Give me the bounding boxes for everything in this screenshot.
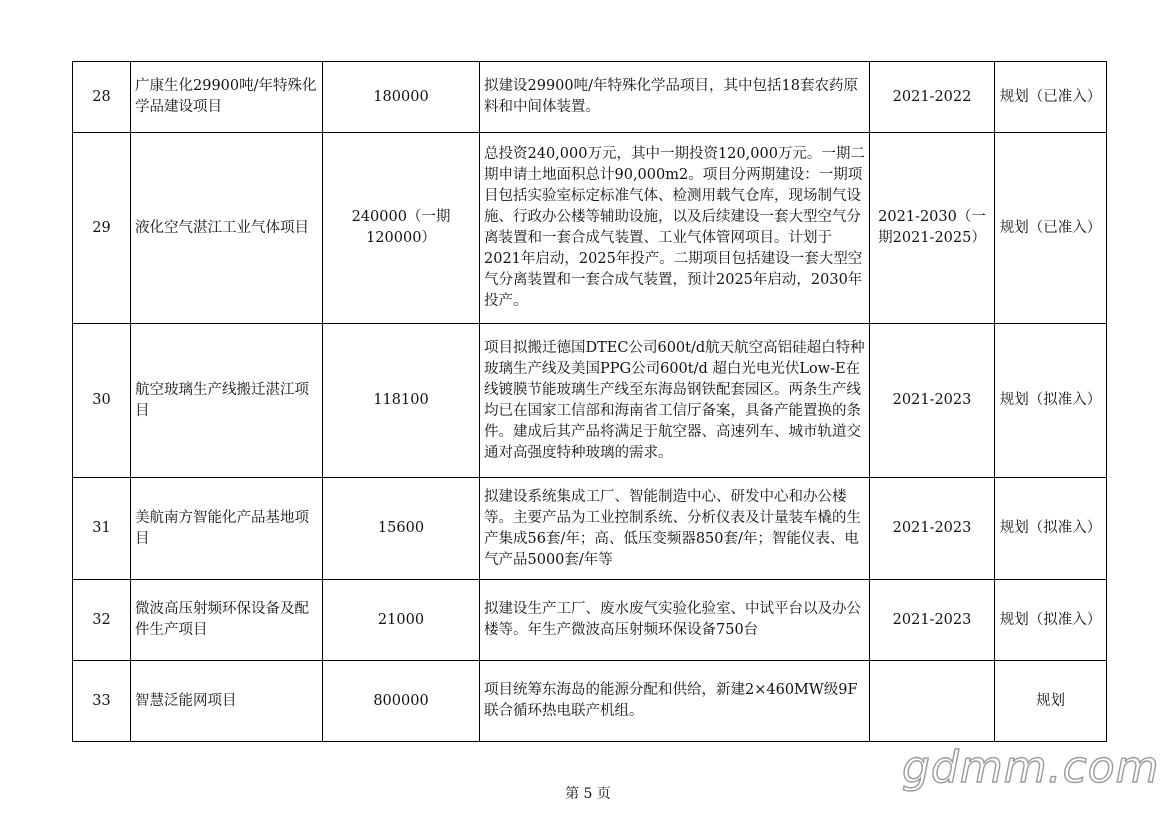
row-number: 29 — [73, 133, 131, 324]
project-table — [72, 61, 1107, 742]
project-status: 规划 — [995, 661, 1107, 742]
project-name: 美航南方智能化产品基地项目 — [131, 478, 323, 580]
construction-period — [870, 661, 995, 742]
table-row — [73, 661, 1107, 742]
project-name: 广康生化29900吨/年特殊化学品建设项目 — [131, 62, 323, 133]
table-row — [73, 580, 1107, 661]
investment-value: 118100 — [323, 324, 480, 478]
project-description: 拟建设29900吨/年特殊化学品项目，其中包括18套农药原料和中间体装置。 — [480, 62, 870, 133]
project-status: 规划（拟准入） — [995, 478, 1107, 580]
row-number: 33 — [73, 661, 131, 742]
construction-period: 2021-2022 — [870, 62, 995, 133]
row-number: 28 — [73, 62, 131, 133]
project-status: 规划（拟准入） — [995, 580, 1107, 661]
project-description: 项目拟搬迁德国DTEC公司600t/d航天航空高铝硅超白特种玻璃生产线及美国PPG公司600t/d 超白光电光伏Low-E在线镀膜节能玻璃生产线至东海岛钢铁配套园区。两条生产线均已在国家工信部和海南省工信厅备案，具备产能置换的条件。建成后其产品将满足于航空器、高速列车、城市轨道交通对高强度特种玻璃的需求。 — [480, 324, 870, 478]
construction-period: 2021-2023 — [870, 580, 995, 661]
project-description: 总投资240,000万元，其中一期投资120,000万元。一期二期申请土地面积总计90,000m2。项目分两期建设：一期项目包括实验室标定标准气体、检测用载气仓库，现场制气设施、行政办公楼等辅助设施，以及后续建设一套大型空气分离装置和一套合成气装置、工业气体管网项目。计划于2021年启动，2025年投产。二期项目包括建设一套大型空气分离装置和一套合成气装置，预计2025年启动，2030年投产。 — [480, 133, 870, 324]
construction-period: 2021-2023 — [870, 324, 995, 478]
investment-value: 800000 — [323, 661, 480, 742]
project-status: 规划（已准入） — [995, 133, 1107, 324]
table-row — [73, 324, 1107, 478]
project-name: 智慧泛能网项目 — [131, 661, 323, 742]
table-row — [73, 62, 1107, 133]
row-number: 32 — [73, 580, 131, 661]
investment-value: 21000 — [323, 580, 480, 661]
project-name: 航空玻璃生产线搬迁湛江项目 — [131, 324, 323, 478]
project-status: 规划（已准入） — [995, 62, 1107, 133]
page-number: 第 5 页 — [565, 786, 611, 802]
project-description: 拟建设系统集成工厂、智能制造中心、研发中心和办公楼等。主要产品为工业控制系统、分析仪表及计量装车橇的生产集成56套/年；高、低压变频器850套/年；智能仪表、电气产品5000套/年等 — [480, 478, 870, 580]
construction-period: 2021-2023 — [870, 478, 995, 580]
watermark-logo: gdmm.com — [902, 742, 1160, 793]
investment-value: 240000（一期120000） — [323, 133, 480, 324]
table-row — [73, 133, 1107, 324]
construction-period: 2021-2030（一期2021-2025） — [870, 133, 995, 324]
project-name: 微波高压射频环保设备及配件生产项目 — [131, 580, 323, 661]
investment-value: 15600 — [323, 478, 480, 580]
project-name: 液化空气湛江工业气体项目 — [131, 133, 323, 324]
project-description: 项目统筹东海岛的能源分配和供给，新建2×460MW级9F联合循环热电联产机组。 — [480, 661, 870, 742]
row-number: 30 — [73, 324, 131, 478]
table-row — [73, 478, 1107, 580]
project-description: 拟建设生产工厂、废水废气实验化验室、中试平台以及办公楼等。年生产微波高压射频环保设备750台 — [480, 580, 870, 661]
project-status: 规划（拟准入） — [995, 324, 1107, 478]
row-number: 31 — [73, 478, 131, 580]
investment-value: 180000 — [323, 62, 480, 133]
